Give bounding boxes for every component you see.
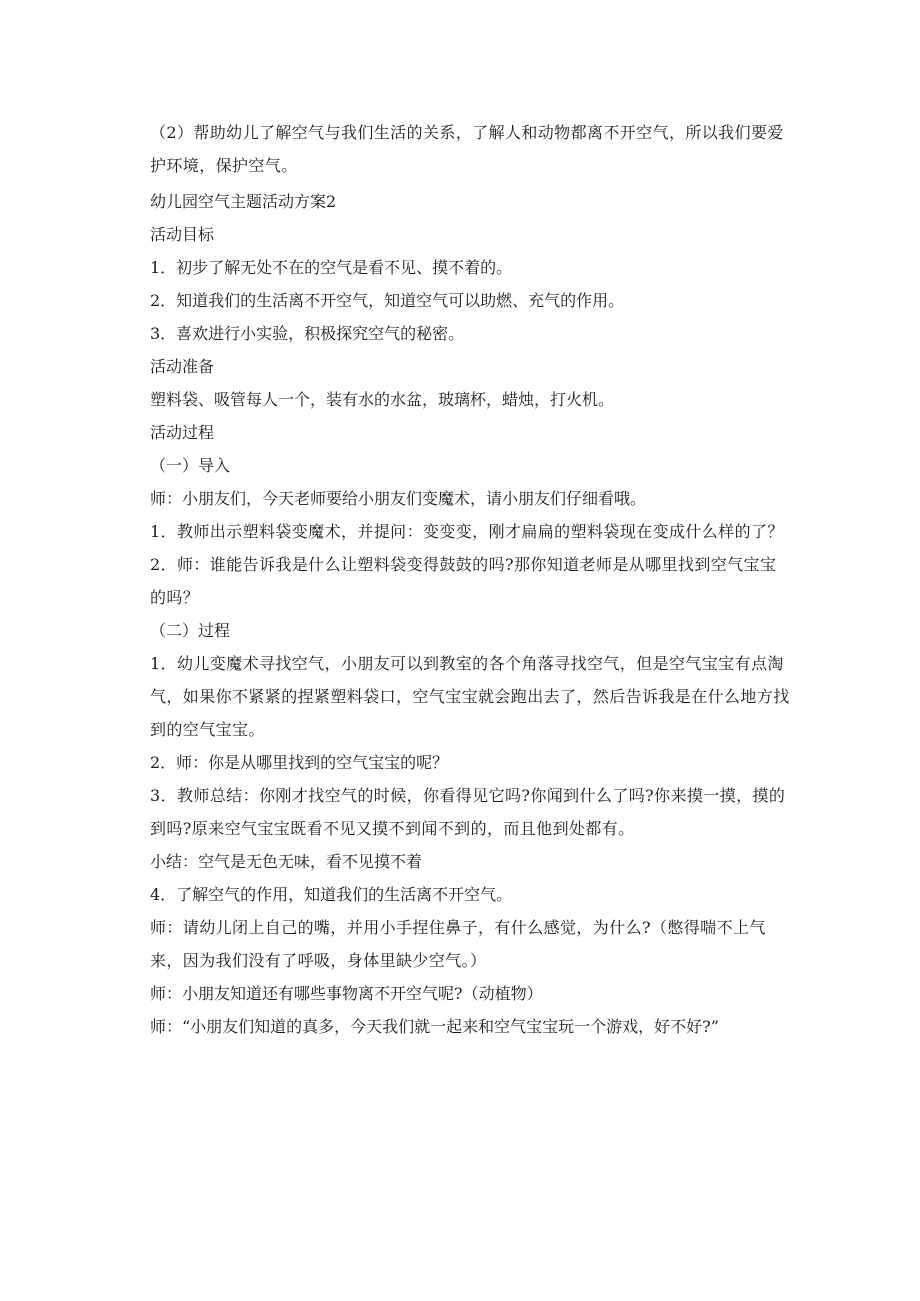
goal-item-2: 2．知道我们的生活离不开空气，知道空气可以助燃、充气的作用。 (150, 291, 625, 310)
intro-step-1: 1．教师出示塑料袋变魔术，并提问：变变变，刚才扁扁的塑料袋现在变成什么样的了？ (150, 522, 784, 541)
process-step-2: 2．师：你是从哪里找到的空气宝宝的呢？ (150, 753, 449, 772)
summary-line: 小结：空气是无色无味，看不见摸不着 (150, 852, 423, 871)
process-step-1: 1．幼儿变魔术寻找空气，小朋友可以到教室的各个角落寻找空气，但是空气宝宝有点淘气，如果你不紧紧的捏紧塑料袋口，空气宝宝就会跑出去了，然后告诉我是在什么地方找到的空气宝宝。 (150, 654, 790, 739)
teacher-line-intro: 师：小朋友们，今天老师要给小朋友们变魔术，请小朋友们仔细看哦。 (150, 489, 647, 508)
preparation-materials: 塑料袋、吸管每人一个，装有水的水盆，玻璃杯，蜡烛，打火机。 (150, 390, 615, 409)
heading-activity-preparation: 活动准备 (150, 357, 215, 376)
document-body (150, 116, 790, 1043)
heading-activity-process: 活动过程 (150, 423, 215, 442)
section-title: 幼儿园空气主题活动方案2 (150, 192, 337, 211)
goal-item-1: 1．初步了解无处不在的空气是看不见、摸不着的。 (150, 258, 513, 277)
subheading-introduction: （一）导入 (150, 456, 231, 475)
paragraph-goal-2: （2）帮助幼儿了解空气与我们生活的关系，了解人和动物都离不开空气，所以我们要爱护环境，保护空气。 (150, 123, 784, 175)
process-step-3: 3．教师总结：你刚才找空气的时候，你看得见它吗?你闻到什么了吗?你来摸一摸，摸的到吗?原来空气宝宝既看不见又摸不到闻不到的，而且他到处都有。 (150, 786, 786, 838)
goal-item-3: 3．喜欢进行小实验，积极探究空气的秘密。 (150, 324, 465, 343)
teacher-line-question: 师：小朋友知道还有哪些事物离不开空气呢?（动植物） (150, 984, 543, 1003)
intro-step-2: 2．师：谁能告诉我是什么让塑料袋变得鼓鼓的吗?那你知道老师是从哪里找到空气宝宝的吗？ (150, 555, 777, 607)
subheading-process: （二）过程 (150, 621, 231, 640)
teacher-line-breathing: 师：请幼儿闭上自己的嘴，并用小手捏住鼻子，有什么感觉，为什么?（憋得喘不上气来，因为我们没有了呼吸，身体里缺少空气。） (150, 918, 766, 970)
teacher-line-game: 师：“小朋友们知道的真多，今天我们就一起来和空气宝宝玩一个游戏，好不好?” (150, 1017, 719, 1036)
heading-activity-goals: 活动目标 (150, 225, 215, 244)
process-step-4: 4．了解空气的作用，知道我们的生活离不开空气。 (150, 885, 513, 904)
